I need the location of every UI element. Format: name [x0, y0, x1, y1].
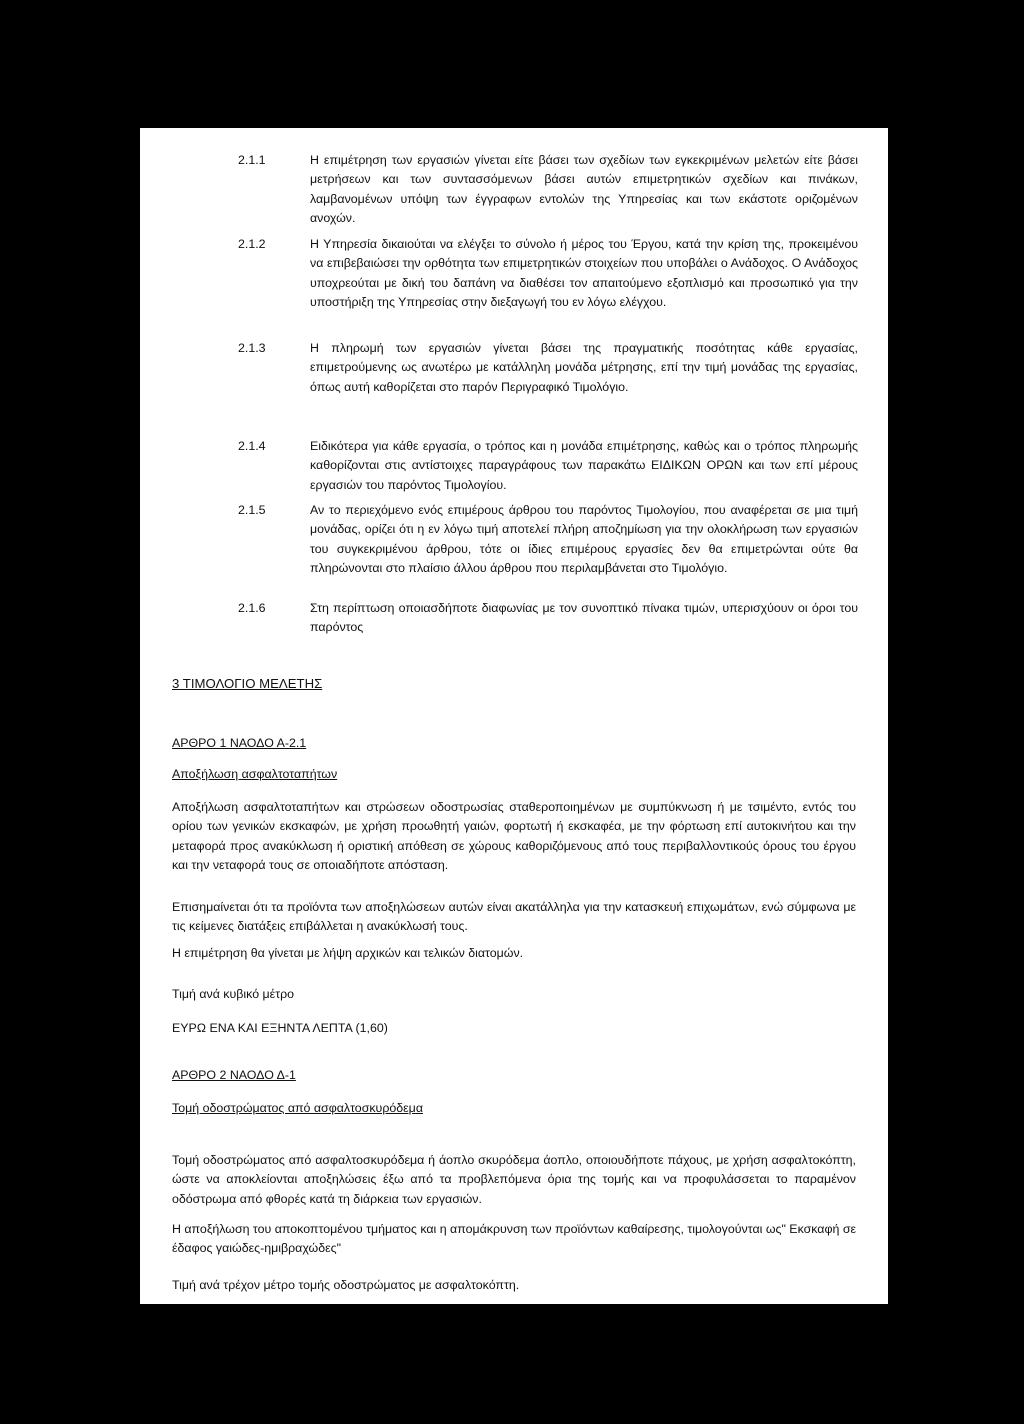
- article-1-paragraph-1: Αποξήλωση ασφαλτοταπήτων και στρώσεων οδοστρωσίας σταθεροποιημένων με συμπύκνωση ή με τσιμέντο, εντός του ορίου των γενικών εκσκαφών, με χρήση προωθητή γαιών, φορτωτή ή εκσκαφέα, με την φόρτωση επί αυτοκινήτου και την μεταφορά προς ανακύκλωση ή οριστική απόθεση σε χώρους καθοριζόμενους από τους περιβαλλοντικούς όρους του έργου και την νεταφορά τους σε οποιαδήποτε απόσταση.: [172, 800, 856, 873]
- article-2-title: ΑΡΘΡΟ 2 ΝΑΟΔΟ Δ-1: [172, 1068, 296, 1082]
- clause-number: 2.1.3: [238, 341, 266, 355]
- clause-text: Ειδικότερα για κάθε εργασία, ο τρόπος και η μονάδα επιμέτρησης, καθώς και ο τρόπος πληρωμής καθορίζονται στις αντίστοιχες παραγράφους των παρακάτω ΕΙΔΙΚΩΝ ΟΡΩΝ και των επί μέρους εργασιών του παρόντος Τιμολογίου.: [310, 439, 858, 492]
- article-1-price-value: ΕΥΡΩ ΕΝΑ ΚΑΙ ΕΞΗΝΤΑ ΛΕΠΤΑ (1,60): [172, 1021, 388, 1035]
- article-1-price-label: Τιμή ανά κυβικό μέτρο: [172, 987, 295, 1001]
- clause-text: Η Υπηρεσία δικαιούται να ελέγξει το σύνολο ή μέρος του Έργου, κατά την κρίση της, προκειμένου να επιβεβαιώσει την ορθότητα των επιμετρητικών στοιχείων που υποβάλει ο Ανάδοχος. Ο Ανάδοχος υποχρεούται με δική του δαπάνη να διαθέσει τον απαιτούμενο εξοπλισμό και προσωπικό για την υποστήριξη της Υπηρεσίας στην διεξαγωγή του εν λόγω ελέγχου.: [310, 237, 858, 310]
- clause-number: 2.1.6: [238, 601, 266, 615]
- article-2-subtitle: Τομή οδοστρώματος από ασφαλτοσκυρόδεμα: [172, 1101, 423, 1115]
- article-2-paragraph-2: Η αποξήλωση του αποκοπτομένου τμήματος και η απομάκρυνση των προϊόντων καθαίρεσης, τιμολογούνται ως" Εκσκαφή σε έδαφος γαιώδες-ημιβραχώδες": [172, 1222, 857, 1256]
- clause-number: 2.1.5: [238, 503, 266, 517]
- clause-text: Η επιμέτρηση των εργασιών γίνεται είτε βάσει των σχεδίων των εγκεκριμένων μελετών είτε βάσει μετρήσεων και των συντασσόμενων βάσει αυτών επιμετρητικών σχεδίων και πινάκων, λαμβανομένων υπόψη των έγγραφων εντολών της Υπηρεσίας και των εκάστοτε οριζομένων ανοχών.: [310, 153, 858, 226]
- article-2-paragraph-1: Τομή οδοστρώματος από ασφαλτοσκυρόδεμα ή άοπλο σκυρόδεμα άοπλο, οποιουδήποτε πάχους, με χρήση ασφαλτοκόπτη, ώστε να αποκλείονται αποξηλώσεις έξω από τα προβλεπόμενα όρια της τομής και να προφυλάσσεται το παραμένον οδόστρωμα από φθορές κατά τη διάρκεια των εργασιών.: [172, 1153, 856, 1206]
- clause-number: 2.1.2: [238, 237, 266, 251]
- clause-text: Η πληρωμή των εργασιών γίνεται βάσει της πραγματικής ποσότητας κάθε εργασίας, επιμετρούμενης ως ανωτέρω με κατάλληλη μονάδα μέτρησης, επί την τιμή μονάδας της εργασίας, όπως αυτή καθορίζεται στο παρόν Περιγραφικό Τιμολόγιο.: [310, 341, 858, 394]
- clause-text: Αν το περιεχόμενο ενός επιμέρους άρθρου του παρόντος Τιμολογίου, που αναφέρεται σε μια τιμή μονάδας, ορίζει ότι η εν λόγω τιμή αποτελεί πλήρη αποζημίωση για την ολοκλήρωση των εργασιών του συγκεκριμένου άρθρου, τότε οι ίδιες επιμέρους εργασίες δεν θα επιμετρώνται ούτε θα πληρώνονται στο πλαίσιο άλλου άρθρου που περιλαμβάνεται στο Τιμολόγιο.: [310, 503, 858, 576]
- article-2-paragraph-3: Τιμή ανά τρέχον μέτρο τομής οδοστρώματος με ασφαλτοκόπτη.: [172, 1278, 520, 1292]
- clause-number: 2.1.1: [238, 153, 266, 167]
- clause-number: 2.1.4: [238, 439, 266, 453]
- article-1-title: ΑΡΘΡΟ 1 ΝΑΟΔΟ Α-2.1: [172, 736, 307, 750]
- clause-text: Στη περίπτωση οποιασδήποτε διαφωνίας με τον συνοπτικό πίνακα τιμών, υπερισχύουν οι όροι του παρόντος: [310, 601, 858, 635]
- article-1-subtitle: Αποξήλωση ασφαλτοταπήτων: [172, 767, 338, 781]
- section-heading: 3 ΤΙΜΟΛΟΓΙΟ ΜΕΛΕΤΗΣ: [172, 676, 323, 691]
- article-1-paragraph-2: Επισημαίνεται ότι τα προϊόντα των αποξηλώσεων αυτών είναι ακατάλληλα για την κατασκευή επιχωμάτων, ενώ σύμφωνα με τις κείμενες διατάξεις επιβάλλεται η ανακύκλωσή τους.: [172, 900, 856, 934]
- article-1-paragraph-3: Η επιμέτρηση θα γίνεται με λήψη αρχικών και τελικών διατομών.: [172, 946, 524, 960]
